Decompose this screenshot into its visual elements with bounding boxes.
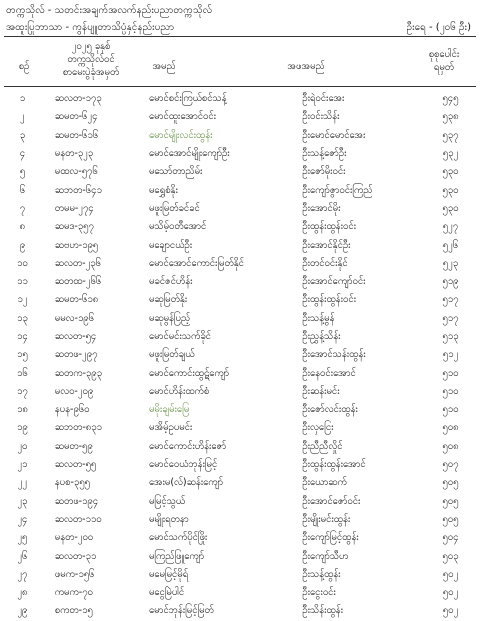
row-total-score: ၅၂၃ [442, 257, 459, 269]
row-number: ၂၈ [17, 587, 28, 599]
col-score-line1: စုစုပေါင်း [428, 49, 460, 60]
row-roll-number: ကမက-၇၀ [54, 587, 93, 599]
row-student-name: မဖူးမြတ်ခင်ခင် [148, 202, 200, 214]
row-student-name: မောင်ဝေယံဘုန်းမြင့် [148, 459, 218, 471]
col-roll-line2: တက္ကသိုလ်ဝင် [67, 54, 115, 65]
row-roll-number: ဆမတ-၆၁၈ [54, 294, 99, 306]
header-top-rule [4, 36, 476, 37]
row-father-name: ဦးအောင်သန်းထွန်း [302, 349, 366, 361]
row-roll-number: မလဝ-၂၀၉ [54, 385, 94, 397]
row-roll-number: ဆဗဟ-၁၉၅ [54, 239, 99, 251]
col-no-header: စဉ် [18, 61, 30, 72]
row-number: ၇ [19, 202, 26, 214]
results-table-body [4, 90, 476, 621]
row-total-score: ၅၃၇ [442, 129, 459, 141]
row-student-name: မမေမြင့်မိုရ် [148, 568, 189, 580]
row-student-name: မဖူးမြတ်ချယ် [148, 349, 195, 361]
row-father-name: ဦးအောင်မိုး [302, 202, 341, 214]
row-roll-number: ဆမတ-၆၁၆ [54, 129, 99, 141]
col-score-header [414, 48, 474, 74]
row-number: ၁၇ [17, 385, 28, 397]
row-total-score: ၅၁၇ [442, 294, 459, 306]
row-student-name: မောင်ကောင်းထွဋ်ကျော် [148, 367, 230, 379]
row-roll-number: ဆမဒ-၃၅၇ [54, 221, 94, 233]
row-student-name: မကြည်ဖြူကျော် [148, 550, 205, 562]
row-total-score: ၅၁၇ [442, 312, 459, 324]
row-father-name: ဦးဇော်မိုးဝင်း [302, 166, 346, 178]
table-row [4, 547, 476, 565]
row-roll-number: မမလ-၁၉၆ [54, 312, 94, 324]
row-number: ၂၆ [17, 550, 28, 562]
row-number: ၁၀ [17, 257, 28, 269]
table-row [4, 346, 476, 364]
row-number: ၂၇ [17, 568, 28, 580]
row-father-name: ဦးအောင်ကျော်ဝင်း [302, 276, 366, 288]
row-roll-number: ဆလတ-၁၁၀ [54, 513, 102, 525]
row-student-name: မောင်ထူးအောင်ဝင်း [148, 111, 217, 123]
row-student-name: မအိမ့်ဥပမင်း [148, 422, 193, 434]
row-father-name: ဦးသန့်ထွန်း [302, 568, 341, 580]
table-row [4, 90, 476, 108]
row-total-score: ၅၀၂ [442, 605, 459, 617]
row-student-name: မောင်အောင်မျိုးကျော်ဦး [148, 148, 230, 160]
row-student-name: မောင်မျိုးလင်းထွန်း [148, 129, 213, 141]
row-total-score: ၅၂၆ [442, 239, 459, 251]
row-total-score: ၅၀၄ [442, 532, 459, 544]
table-row [4, 456, 476, 474]
row-roll-number: ဆမတ-၆၂၄ [54, 111, 98, 123]
row-total-score: ၅၀၈ [442, 440, 459, 452]
row-number: ၁၅ [17, 349, 28, 361]
row-father-name: ဦးထွန်းထွန်းဝင်း [302, 221, 357, 233]
row-father-name: ဦးတင်ဝင်းနိုင် [302, 257, 348, 269]
row-total-score: ၅၃၀ [442, 184, 459, 196]
table-row [4, 511, 476, 529]
row-number: ၁ [19, 93, 26, 105]
row-total-score: ၅၃၈ [442, 111, 459, 123]
table-row [4, 401, 476, 419]
row-student-name: မောင်ကောင်းဟိန်းဇော် [148, 440, 227, 452]
row-father-name: ဦးဆန်းမင်း [302, 385, 340, 397]
row-roll-number: နပစ-၃၅၅ [54, 477, 90, 489]
table-row [4, 529, 476, 547]
row-number: ၁၁ [17, 276, 28, 288]
row-father-name: ဦးမျိုးမင်းထွန်း [302, 513, 351, 525]
row-roll-number: ဆဘတ-၈၃၁ [54, 422, 102, 434]
row-roll-number: ဖမက-၁၅၆ [54, 568, 95, 580]
table-row [4, 181, 476, 199]
row-total-score: ၅၂၇ [442, 221, 459, 233]
row-student-name: မရွှေစံနိုး [148, 184, 178, 196]
row-total-score: ၅၀၅ [442, 477, 459, 489]
row-number: ၉ [19, 239, 26, 251]
row-total-score: ၅၁၂ [442, 349, 459, 361]
table-row [4, 419, 476, 437]
row-father-name: ဦးညွှန့်သိန်း [302, 331, 341, 342]
row-total-score: ၅၃၀ [442, 166, 459, 178]
row-roll-number: ဆလတ-၂၃၆ [54, 257, 101, 269]
row-student-name: မငွေမြဲပါင် [148, 587, 185, 599]
total-count: ဦးရေ - (၂၀၆ ဦး) [406, 22, 471, 33]
row-roll-number: ဆလတ-၅၄ [54, 331, 97, 342]
row-father-name: ဦးသိန်းထွန်း [302, 605, 344, 617]
row-father-name: ဦးသန့်မွန် [302, 312, 335, 324]
row-student-name: မခင်ဇင်ဟိန်း [148, 276, 193, 288]
row-student-name: မသော်တာညိမ်း [148, 166, 203, 178]
table-row [4, 200, 476, 218]
row-number: ၄ [19, 148, 26, 160]
row-student-name: မောင်စင်းကြယ်စင်သန့် [148, 93, 227, 105]
row-father-name: ဦးယောဆက် [302, 477, 347, 489]
row-roll-number: ဆလတ-၅၅ [54, 459, 97, 471]
row-roll-number: မနတ-၂၀၀ [54, 532, 94, 544]
col-father-header: အဖအမည် [287, 61, 325, 72]
row-number: ၂၉ [17, 605, 28, 617]
row-roll-number: စကတ-၁၅ [54, 605, 93, 617]
row-student-name: မမိုးချမ်းမြေ [148, 404, 190, 416]
row-total-score: ၅၁၃ [442, 331, 459, 342]
row-student-name: မောင်မင်းသက်ခိုင် [148, 331, 211, 342]
table-row [4, 474, 476, 492]
table-row [4, 236, 476, 254]
row-father-name: ဦးသန့်ဇော်ဦး [302, 148, 347, 160]
col-roll-year: ၂၀၂၅ ခုနှစ် [71, 41, 111, 52]
row-total-score: ၅၁၉ [442, 276, 459, 288]
row-father-name: ဦးကျော်မြင့်ထွန်း [302, 532, 359, 544]
table-row [4, 566, 476, 584]
row-roll-number: ဆတက-၃၉၃ [54, 367, 102, 379]
col-roll-header [42, 40, 140, 79]
row-roll-number: ဆလတ-၃၁ [54, 550, 97, 562]
row-father-name: ဦးလှငြေး [302, 422, 334, 434]
row-student-name: မမြင့်သွယ် [148, 495, 186, 507]
row-number: ၂၂ [17, 477, 28, 489]
row-roll-number: ဆဘတ-၆၄၁ [54, 184, 102, 196]
row-total-score: ၅၀၅ [442, 495, 459, 507]
table-row [4, 218, 476, 236]
row-number: ၂၃ [17, 495, 28, 507]
row-number: ၂ [20, 111, 25, 123]
row-number: ၂၅ [17, 532, 28, 544]
row-number: ၅ [19, 166, 26, 178]
row-number: ၂၄ [17, 513, 28, 525]
col-roll-line3: စာမေးပွဲခုံအမှတ် [62, 67, 120, 78]
row-total-score: ၅၀၅ [442, 513, 459, 525]
row-number: ၃ [19, 129, 26, 141]
table-row [4, 310, 476, 328]
table-row [4, 438, 476, 456]
university-title: တက္ကသိုလ် - သတင်းအချက်အလက်နည်းပညာတက္ကသိုလ် [6, 5, 212, 16]
row-number: ၂၁ [17, 459, 28, 471]
table-row [4, 383, 476, 401]
table-row [4, 108, 476, 126]
table-row [4, 328, 476, 346]
table-row [4, 291, 476, 309]
row-number: ၁၃ [17, 312, 28, 324]
row-roll-number: နပန-၉၆၀ [54, 404, 90, 416]
row-total-score: ၅၁၀ [442, 404, 459, 416]
col-name-header: အမည် [152, 61, 176, 72]
row-roll-number: ဆတထ-၂၆၆ [54, 276, 102, 288]
row-student-name: မချောငယ်ဦး [148, 239, 193, 251]
row-father-name: ဦးထွန်းထွန်းအောင် [302, 459, 366, 471]
row-number: ၆ [19, 184, 26, 196]
row-number: ၁၉ [17, 422, 28, 434]
row-number: ၂၀ [17, 440, 28, 452]
row-father-name: ဦးထွန်းထွန်းဝင်း [302, 294, 357, 306]
table-row [4, 127, 476, 145]
row-father-name: ဦးဝင်းသိန်း [302, 111, 340, 123]
row-father-name: ဦးအောင်နိုင်ဦး [302, 239, 351, 251]
row-total-score: ၅၀၂ [442, 568, 459, 580]
table-row [4, 273, 476, 291]
row-total-score: ၅၀၇ [442, 459, 459, 471]
row-student-name: မသိမ့်ဝတီအောင် [148, 221, 207, 233]
row-total-score: ၅၃၀ [442, 202, 459, 214]
table-row [4, 493, 476, 511]
row-total-score: ၅၁၀ [442, 367, 459, 379]
row-number: ၈ [19, 221, 26, 233]
row-roll-number: ဆမတ-၅၉ [54, 440, 93, 452]
table-row [4, 145, 476, 163]
row-number: ၁၆ [17, 367, 28, 379]
row-total-score: ၅၄၅ [442, 93, 459, 105]
row-student-name: မောင်အောင်ကောင်းမြတ်နိုင် [148, 257, 244, 269]
row-student-name: မမျိုးရတနာ [148, 513, 189, 525]
row-student-name: မဆုမြတ်နိုး [148, 294, 188, 306]
row-total-score: ၅၃၂ [442, 148, 459, 160]
row-total-score: ၅၀၂ [442, 587, 459, 599]
row-student-name: မောင်ဟိန်းထက်စံ [148, 385, 210, 397]
major-title: အထူးပြုဘာသာ - ကွန်ပျူတာသိပ္ပံနှင့်နည်းပညာ [6, 22, 175, 33]
table-row [4, 163, 476, 181]
table-row [4, 255, 476, 273]
row-roll-number: ဆလတ-၁၇၃ [54, 93, 102, 105]
row-number: ၁၂ [17, 294, 28, 306]
row-father-name: ဦးနေဝင်းအောင် [302, 367, 356, 379]
row-student-name: အေးမ(လ်)ဆန်းကျော် [148, 477, 224, 489]
row-father-name: ဦးဇော်လင်းထွန်း [302, 404, 358, 416]
row-father-name: ဦးကျော်သီဟ [302, 550, 349, 562]
row-number: ၁၄ [17, 331, 28, 342]
row-father-name: ဦးရဲဝင်းအေး [302, 93, 345, 105]
row-roll-number: မနတ-၃၂၃ [54, 148, 94, 160]
row-roll-number: ဆတဖ-၂၉၇ [54, 349, 98, 361]
row-roll-number: တမမ-၂၇၄ [54, 202, 94, 214]
row-student-name: မဆုမွန်ပြည့် [148, 312, 191, 324]
row-father-name: ဦးအောင်ဇော်ဝင်း [302, 495, 361, 507]
row-total-score: ၅၁၀ [442, 385, 459, 397]
row-father-name: ဦးကျော်ဇွာဝင်းကြည် [302, 184, 373, 196]
table-row [4, 602, 476, 620]
row-father-name: ဦးငွေးဝင်း [302, 587, 336, 599]
row-roll-number: ဆတဖ-၁၉၄ [54, 495, 99, 507]
row-father-name: ဦးမောင်မောင်အေး [302, 129, 366, 141]
col-score-line2: ရမှတ် [433, 62, 455, 73]
row-roll-number: မထလ-၅၇၆ [54, 166, 98, 178]
row-total-score: ၅၀၈ [442, 422, 459, 434]
row-student-name: မောင်ဘုန်းမြင့်မြတ် [148, 605, 214, 617]
header-bottom-rule [4, 86, 476, 87]
row-number: ၁၈ [16, 404, 28, 416]
results-table [4, 90, 476, 621]
row-father-name: ဦးညီညီလှိုင် [302, 440, 343, 452]
row-total-score: ၅၀၃ [442, 550, 459, 562]
table-row [4, 364, 476, 382]
row-student-name: မောင်သက်ပိုင်ဖြိုး [148, 532, 208, 544]
